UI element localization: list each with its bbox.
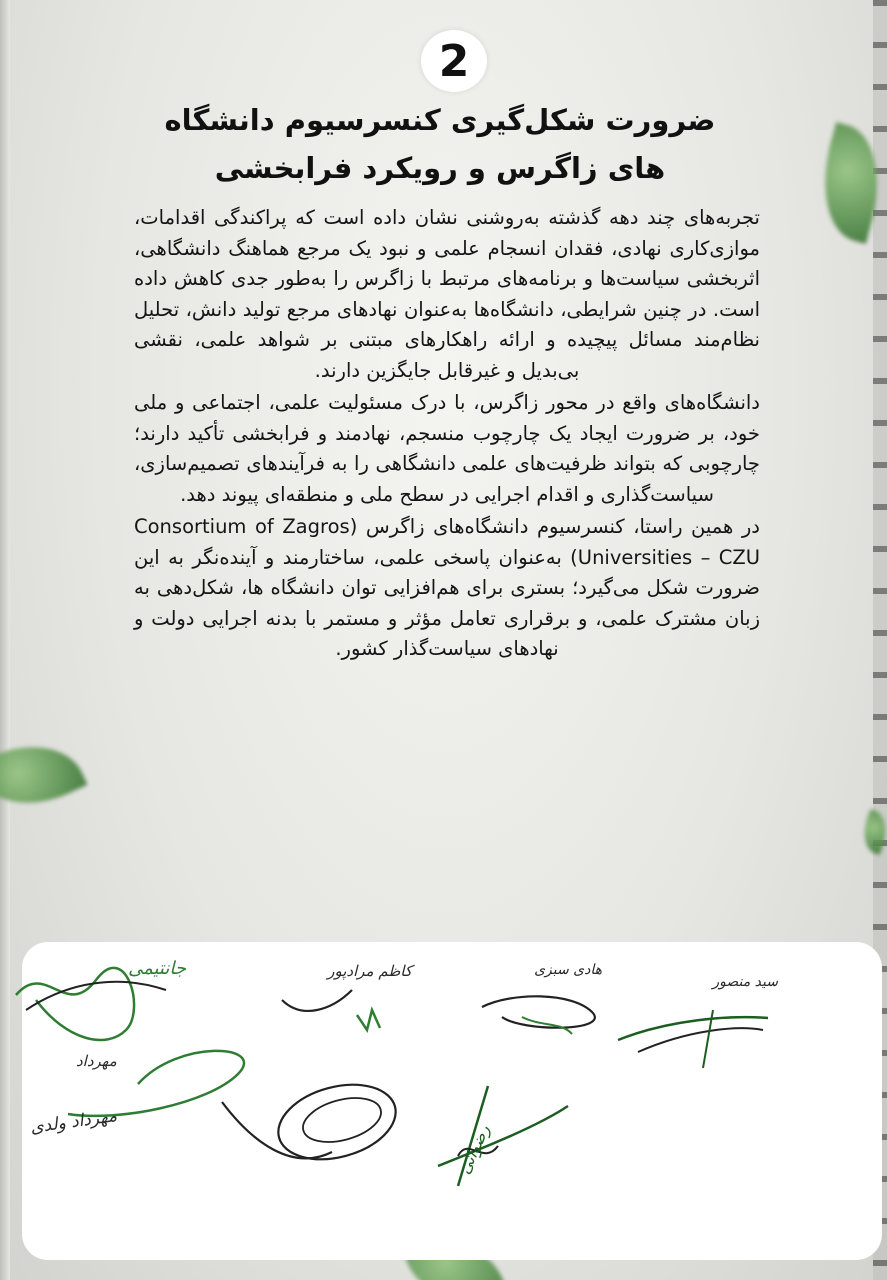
signature-6-name: مهرداد ولدی	[29, 1106, 119, 1138]
body-text	[134, 203, 760, 667]
signature-6	[26, 1102, 196, 1162]
signature-8-scribble	[428, 1066, 578, 1196]
paragraph-1: تجربه‌های چند دهه گذشته به‌روشنی نشان داده است که پراکندگی اقدامات، موازی‌کاری نهادی، فقدان انسجام علمی و نبود یک مرجع هماهنگ دانشگاهی، اثربخشی سیاست‌ها و برنامه‌های مرتبط با زاگرس را به‌طور جدی کاهش داده است. در چنین شرایطی، دانشگاه‌ها به‌عنوان نهادهای مرجع تولید دانش، تحلیل نظام‌مند مسائل پیچیده و ارائه راهکارهای مبتنی بر شواهد علمی، نقشی بی‌بدیل و غیرقابل جایگزین دارند.	[134, 206, 760, 382]
signature-5-name: مهرداد	[76, 1052, 117, 1070]
signature-3	[482, 962, 602, 1052]
paragraph-3: در همین راستا، کنسرسیوم دانشگاه‌های زاگرس (Consortium of Zagros Universities – CZU) به‌عنوان پاسخی علمی، ساختارمند و آینده‌نگر به این ضرورت شکل می‌گیرد؛ بستری برای هم‌افزایی توان دانشگاه ها، شکل‌دهی به زبان مشترک علمی، و برقراری تعامل مؤثر و مستمر با بدنه اجرایی دولت و نهادهای سیاست‌گذار کشور.	[134, 515, 761, 660]
title-line-1: ضرورت شکل‌گیری کنسرسیوم دانشگاه	[164, 103, 716, 137]
signature-2	[272, 960, 412, 1040]
signature-1-name: جانتیمی	[128, 958, 186, 979]
signature-8-name: رضوانی	[454, 1122, 494, 1177]
paragraph-2: دانشگاه‌های واقع در محور زاگرس، با درک مسئولیت علمی، اجتماعی و ملی خود، بر ضرورت ایجاد یک چارچوب منسجم، نهادمند و فرابخشی تأکید دارند؛ چارچوبی که بتواند ظرفیت‌های علمی دانشگاهی را به فرآیندهای تصمیم‌سازی، سیاست‌گذاری و اقدام اجرایی در سطح ملی و منطقه‌ای پیوند دهد.	[134, 391, 760, 506]
page-title	[120, 96, 760, 192]
signature-4	[618, 970, 778, 1070]
signature-4-name: سید منصور	[712, 974, 778, 990]
section-number-badge: 2	[421, 30, 487, 92]
signature-8	[428, 1066, 578, 1196]
signature-7-scribble	[222, 1062, 412, 1192]
signature-1	[6, 950, 186, 1040]
signature-2-name: کاظم مرادپور	[327, 962, 412, 980]
title-line-2: های زاگرس و رویکرد فرابخشی	[214, 151, 666, 185]
leaf-decoration-left	[0, 725, 87, 825]
signature-3-name: هادی سبزی	[534, 962, 602, 978]
page-left-edge	[0, 0, 10, 1280]
signature-7	[222, 1062, 412, 1192]
signatures-panel	[22, 942, 882, 1260]
